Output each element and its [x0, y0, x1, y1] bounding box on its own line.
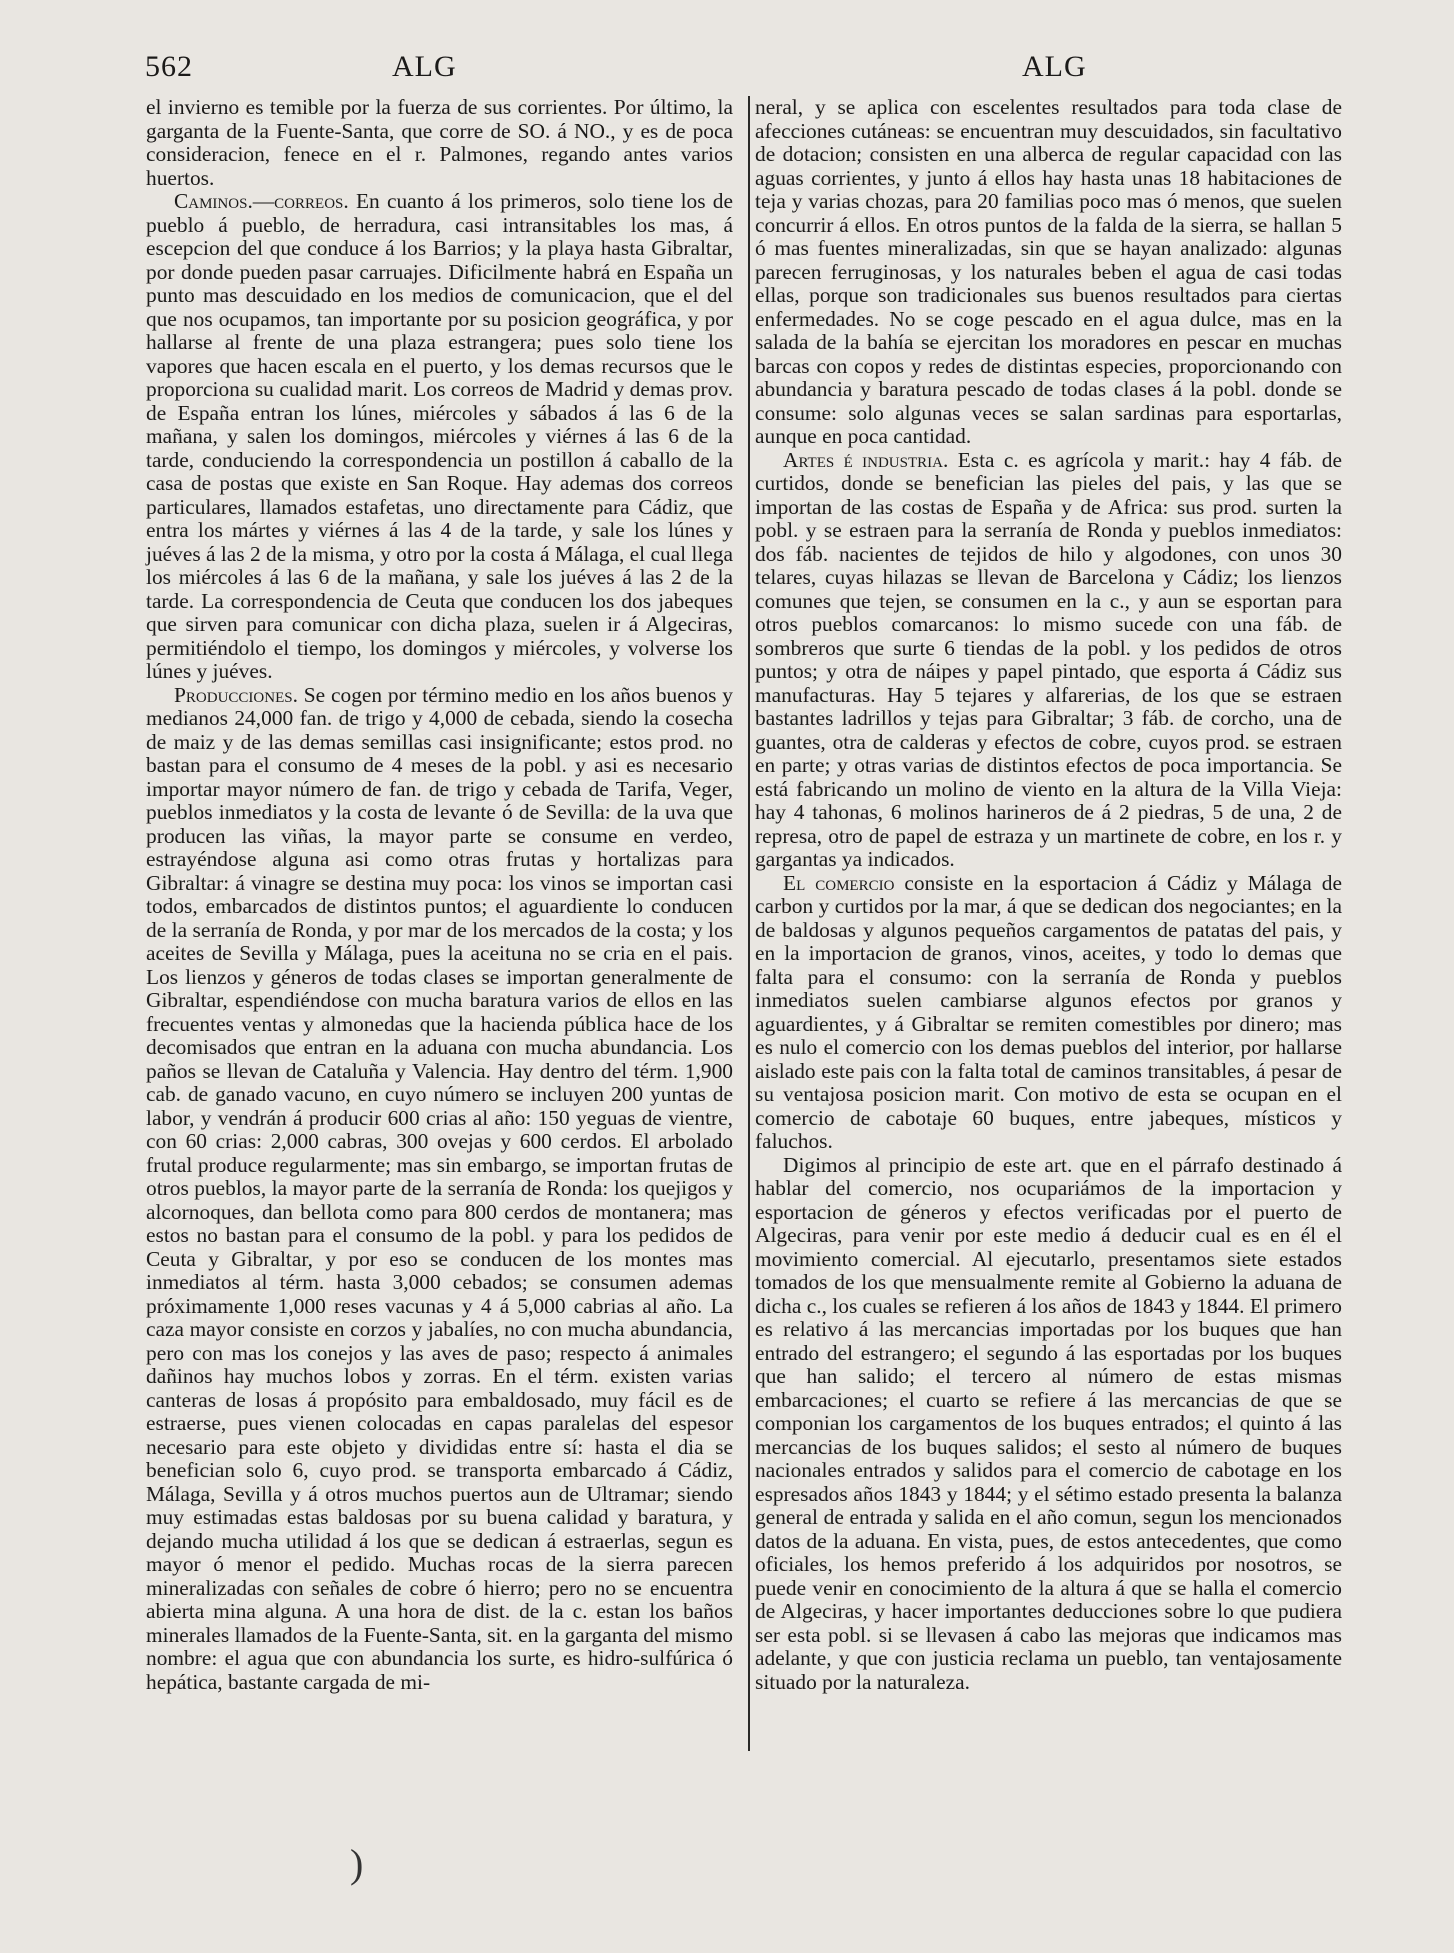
- ink-mark: ): [350, 1841, 364, 1886]
- left-column: [146, 96, 733, 1694]
- right-paragraph-comercio: [755, 872, 1342, 1154]
- producciones-text: Se cogen por término medio en los años buenos y medianos 24,000 fan. de trigo y 4,000 de cebada, siendo la cosecha de maiz y de las demas semillas casi insignificante; estos prod. no bastan para el consumo de 4 meses de la pobl. y asi es necesario importar mayor número de fan. de trigo y cebada de Tarifa, Veger, pueblos inmediatos y la costa de levante ó de Sevilla: de la uva que producen las viñas, la mayor parte se consume en verdeo, estrayéndose alguna asi como otras frutas y hortalizas para Gibraltar: á vinagre se destina muy poca: los vinos se importan casi todos, embarcados de distintos puntos; el aguardiente lo conducen de la serranía de Ronda, y por mar de los mercados de la costa; y los aceites de Sevilla y Málaga, pues la aceituna no se cria en el pais. Los lienzos y géneros de todas clases se importan generalmente de Gibraltar, espendiéndose con mucha baratura varios de ellos en las frecuentes ventas y almonedas que la hacienda pública hace de los decomisados que entran en la aduana con mucha abundancia. Los paños se llevan de Cataluña y Valencia. Hay dentro del térm. 1,900 cab. de ganado vacuno, en cuyo número se incluyen 200 yuntas de labor, y vendrán á producir 600 crias al año: 150 yeguas de vientre, con 60 crias: 2,000 cabras, 300 ovejas y 600 cerdos. El arbolado frutal produce regularmente; mas sin embargo, se importan frutas de otros pueblos, la mayor parte de la serranía de Ronda: los quejigos y alcornoques, dan bellota como para 800 cerdos de montanera; mas estos no bastan para el consumo de la pobl. y para los pedidos de Ceuta y Gibraltar, y por eso se conducen de los montes mas inmediatos al térm. hasta 3,000 cebados; se consumen ademas próximamente 1,000 reses vacunas y 4 á 5,000 cabrias al año. La caza mayor consiste en corzos y jabalíes, no con mucha abundancia, pero con mas los conejos y las aves de paso; respecto á animales dañinos hay muchos lobos y zorras. En el térm. existen varias canteras de losas á propósito para embaldosado, muy fácil es de estraerse, pues vienen colocadas en capas paralelas del espesor necesario para este objeto y divididas entre sí: hasta el dia se benefician solo 6, cuyo prod. se transporta embarcado á Cádiz, Málaga, Sevilla y á otros muchos puertos aun de Ultramar; siendo muy estimadas estas baldosas por su buena calidad y baratura, y dejando mucha utilidad á los que se dedican á estraerlas, segun es mayor ó menor el pedido. Muchas rocas de la sierra parecen mineralizadas con señales de cobre ó hierro; pero no se encuentra abierta mina alguna. A una hora de dist. de la c. estan los baños minerales llamados de la Fuente-Santa, sit. en la garganta del mismo nombre: el agua que con abundancia los surte, es hidro-sulfúrica ó hepática, bastante cargada de mi-: [146, 682, 733, 1694]
- running-head-left: ALG: [392, 50, 457, 83]
- right-paragraph-4: Digimos al principio de este art. que en el párrafo destinado á hablar del comercio, nos ocupariámos de la importacion y esportacion de géneros y efectos verificadas por el puerto de Algeciras, para venir por este medio á deducir cual es en él el movimiento comercial. Al ejecutarlo, presentamos siete estados tomados de los que mensualmente remite al Gobierno la aduana de dicha c., los cuales se refieren á los años de 1843 y 1844. El primero es relativo á las mercancias importadas por los buques que han entrado del estrangero; el segundo á las esportadas por los buques que han salido; el tercero al número de estas mismas embarcaciones; el cuarto se refiere á las mercancias de que se componian los cargamentos de los buques entrados; el quinto á las mercancias de los buques salidos; el sesto al número de buques nacionales entrados y salidos para el comercio de cabotage en los espresados años 1843 y 1844; y el sétimo estado presenta la balanza general de entrada y salida en el año comun, segun los mencionados datos de la aduana. En vista, pues, de estos antecedentes, que como oficiales, los hemos preferido á los adquiridos por nosotros, se puede venir en conocimiento de la altura á que se halla el comercio de Algeciras, y hacer importantes deducciones sobre lo que pudiera ser esta pobl. si se llevasen á cabo las mejoras que indicamos mas adelante, y que con justicia reclama un pueblo, tan ventajosamente situado por la naturaleza.: [755, 1152, 1342, 1694]
- section-head-artes: Artes é industria.: [783, 447, 949, 472]
- running-head-right: ALG: [1022, 50, 1087, 83]
- left-paragraph-caminos: [146, 190, 733, 684]
- comercio-text: consiste en la esportacion á Cádiz y Málaga de carbon y curtidos por la mar, á que se dedican dos negociantes; en la de baldosas y algunos pequeños cargamentos de patatas del pais, y en la importacion de granos, vinos, aceites, y todo lo demas que falta para el consumo: con la serranía de Ronda y pueblos inmediatos suelen cambiarse algunos efectos por granos y aguardientes, y á Gibraltar se remiten comestibles por dinero; mas es nulo el comercio con los demas pueblos del interior, por hallarse aislado este pais con la falta total de caminos transitables, á pesar de su ventajosa posicion marit. Con motivo de esta se ocupan en el comercio de cabotaje 60 buques, entre jabeques, místicos y faluchos.: [755, 870, 1342, 1153]
- artes-text: Esta c. es agrícola y marit.: hay 4 fáb. de curtidos, donde se benefician las pieles del pais, y las que se importan de las costas de España y de Africa: sus prod. surten la pobl. y se estraen para la serranía de Ronda y pueblos inmediatos: dos fáb. nacientes de tejidos de hilo y algodones, con unos 30 telares, cuyas hilazas se llevan de Barcelona y Cádiz; los lienzos comunes que tejen, se consumen en la c., y aun se esportan para otros pueblos comarcanos: lo mismo sucede con una fáb. de sombreros que surte 6 tiendas de la pobl. y los pedidos de otros puntos; y otra de náipes y papel pintado, que esporta á Cádiz sus manufacturas. Hay 5 tejares y alfarerias, de los que se estraen bastantes ladrillos y tejas para Gibraltar; 3 fáb. de corcho, una de guantes, otra de calderas y efectos de cobre, cuyos prod. se estraen en parte; y otras varias de distintos efectos de poca importancia. Se está fabricando un molino de viento en la altura de la Villa Vieja: hay 4 tahonas, 6 molinos harineros de á 2 piedras, 5 de una, 2 de represa, otro de papel de estraza y un martinete de cobre, en los r. y gargantas ya indicados.: [755, 447, 1342, 871]
- right-column: [755, 96, 1342, 1694]
- page-number: 562: [145, 50, 193, 83]
- right-paragraph-artes: [755, 449, 1342, 872]
- right-paragraph-1: neral, y se aplica con escelentes resultados para toda clase de afecciones cutáneas: se encuentran muy descuidados, sin facultativo de dotacion; consisten en una alberca de regular capacidad con las aguas corrientes, y junto á ellos hay hasta unas 18 habitaciones de teja y varias chozas, para 20 familias poco mas ó menos, que suelen concurrir á ellos. En otros puntos de la falda de la sierra, se hallan 5 ó mas fuentes mineralizadas, sin que se hayan analizado: algunas parecen ferruginosas, y los naturales beben el agua de casi todas ellas, porque son tradicionales sus buenos resultados para ciertas enfermedades. No se coge pescado en el agua dulce, mas en la salada de la bahía se ejercitan los moradores en pescar en muchas barcas con copos y redes de distintas especies, proporcionando con abundancia y baratura pescado de todas clases á la pobl. donde se consume: solo algunas veces se salan sardinas para esportarlas, aunque en poca cantidad.: [755, 95, 1342, 448]
- section-head-producciones: Producciones.: [174, 682, 298, 707]
- section-head-comercio: El comercio: [783, 870, 895, 895]
- left-paragraph-1: el invierno es temible por la fuerza de sus corrientes. Por último, la garganta de la Fuente-Santa, que corre de SO. á NO., y es de poca consideracion, fenece en el r. Palmones, regando antes varios huertos.: [146, 95, 733, 190]
- caminos-text: En cuanto á los primeros, solo tiene los de pueblo á pueblo, de herradura, casi intransitables los mas, á escepcion del que conduce á los Barrios; y la playa hasta Gibraltar, por donde pueden pasar carruajes. Dificilmente habrá en España un punto mas descuidado en los medios de comunicacion, que el del que nos ocupamos, tan importante por su posicion geográfica, y por hallarse al frente de una plaza estrangera; pues solo tiene los vapores que hacen escala en el puerto, y los demas recursos que le proporciona su cualidad marit. Los correos de Madrid y demas prov. de España entran los lúnes, miércoles y sábados á las 6 de la mañana, y salen los domingos, miércoles y viérnes á las 6 de la tarde, conduciendo la correspondencia un postillon á caballo de la casa de postas que existe en San Roque. Hay ademas dos correos particulares, llamados estafetas, uno directamente para Cádiz, que entra los mártes y viérnes á las 4 de la tarde, y sale los lúnes y juéves á las 2 de la misma, y otro por la costa á Málaga, el cual llega los miércoles á las 6 de la mañana, y sale los juéves á las 2 de la tarde. La correspondencia de Ceuta que conducen los dos jabeques que sirven para comunicar con dicha plaza, suelen ir á Algeciras, permitiéndolo el tiempo, los domingos y miércoles, y volverse los lúnes y juéves.: [146, 189, 733, 683]
- section-head-caminos: Caminos.—correos.: [174, 189, 349, 213]
- left-paragraph-producciones: [146, 684, 733, 1695]
- column-divider: [748, 96, 750, 1751]
